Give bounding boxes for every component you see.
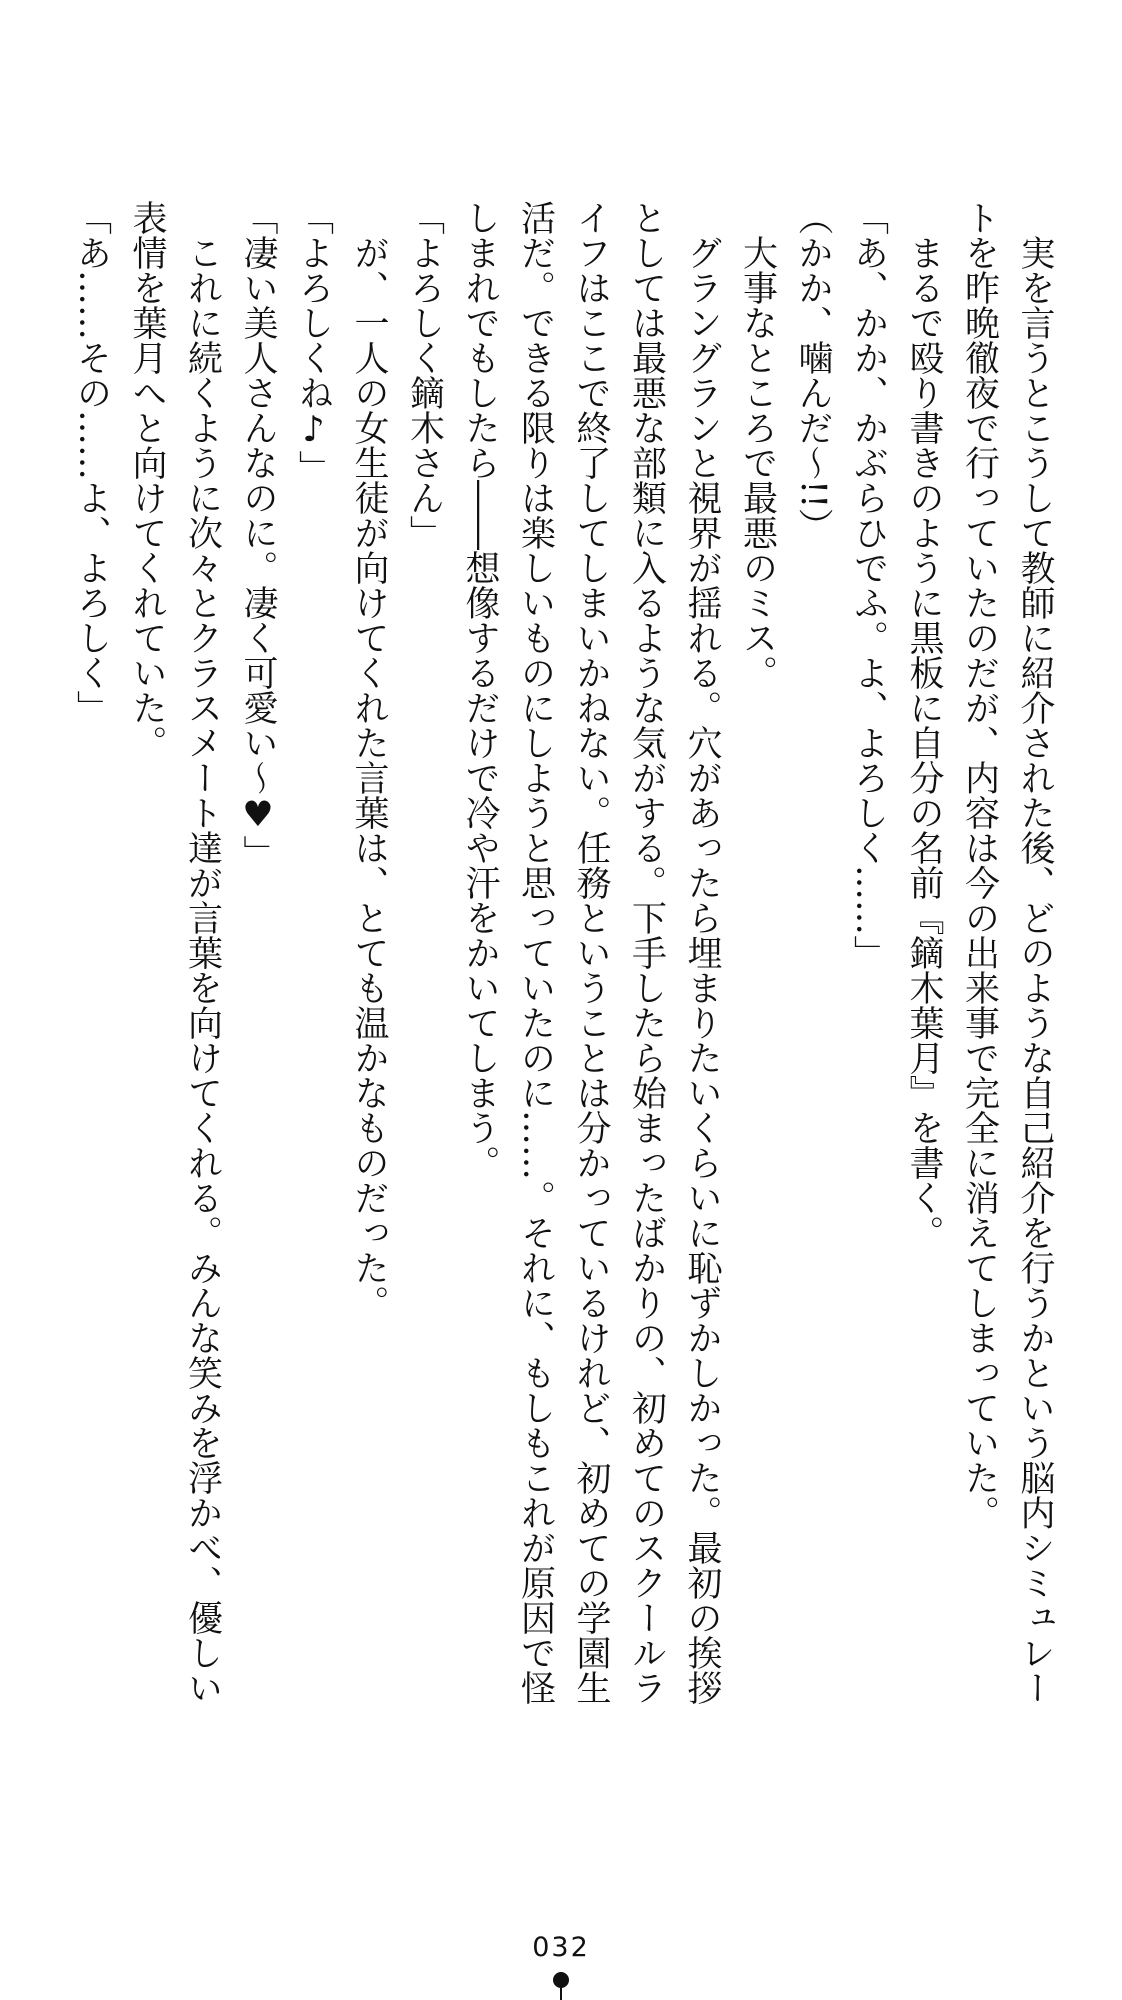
paragraph: 「よろしく鏑木さん」 — [404, 200, 445, 550]
folio-dot-decoration — [553, 1972, 569, 1988]
vertical-text-body — [63, 200, 1062, 1720]
paragraph: 大事なところで最悪のミス。 — [737, 200, 778, 690]
page-number: 032 — [532, 1932, 590, 1963]
paragraph: が、一人の女生徒が向けてくれた言葉は、とても温かなものだった。 — [349, 200, 389, 1320]
paragraph: （かか、噛んだ～!!） — [793, 200, 833, 544]
paragraph: 「あ、かか、かぶらひでふ。よ、よろしく……」 — [848, 200, 889, 970]
paragraph: 実を言うとこうして教師に紹介された後、どのような自己紹介を行うかという脳内シミュレートを昨晩徹夜で行っていたのだが、内容は今の出来事で完全に消えてしまっていた。 — [959, 200, 1055, 1705]
paragraph: グラングランと視界が揺れる。穴があったら埋まりたいくらいに恥ずかしかった。最初の挨拶としては最悪な部類に入るような気がする。下手したら始まったばかりの、初めてのスクールライフはここで終了してしまいかねない。任務ということは分かっているけれど、初めての学園生活だ。できる限りは楽しいものにしようと思っていたのに……。それに、もしもこれが原因で怪しまれでもしたら――想像するだけで冷や汗をかいてしまう。 — [460, 200, 722, 1705]
paragraph: 「凄い美人さんなのに。凄く可愛い～♥」 — [238, 200, 278, 870]
paragraph: これに続くように次々とクラスメート達が言葉を向けてくれる。みんな笑みを浮かべ、優しい表情を葉月へと向けてくれていた。 — [127, 200, 223, 1705]
paragraph: 「あ……その……よ、よろしく」 — [71, 200, 112, 725]
paragraph: まるで殴り書きのように黒板に自分の名前『鏑木葉月』を書く。 — [904, 200, 944, 1250]
paragraph: 「よろしくね♪」 — [293, 200, 334, 485]
